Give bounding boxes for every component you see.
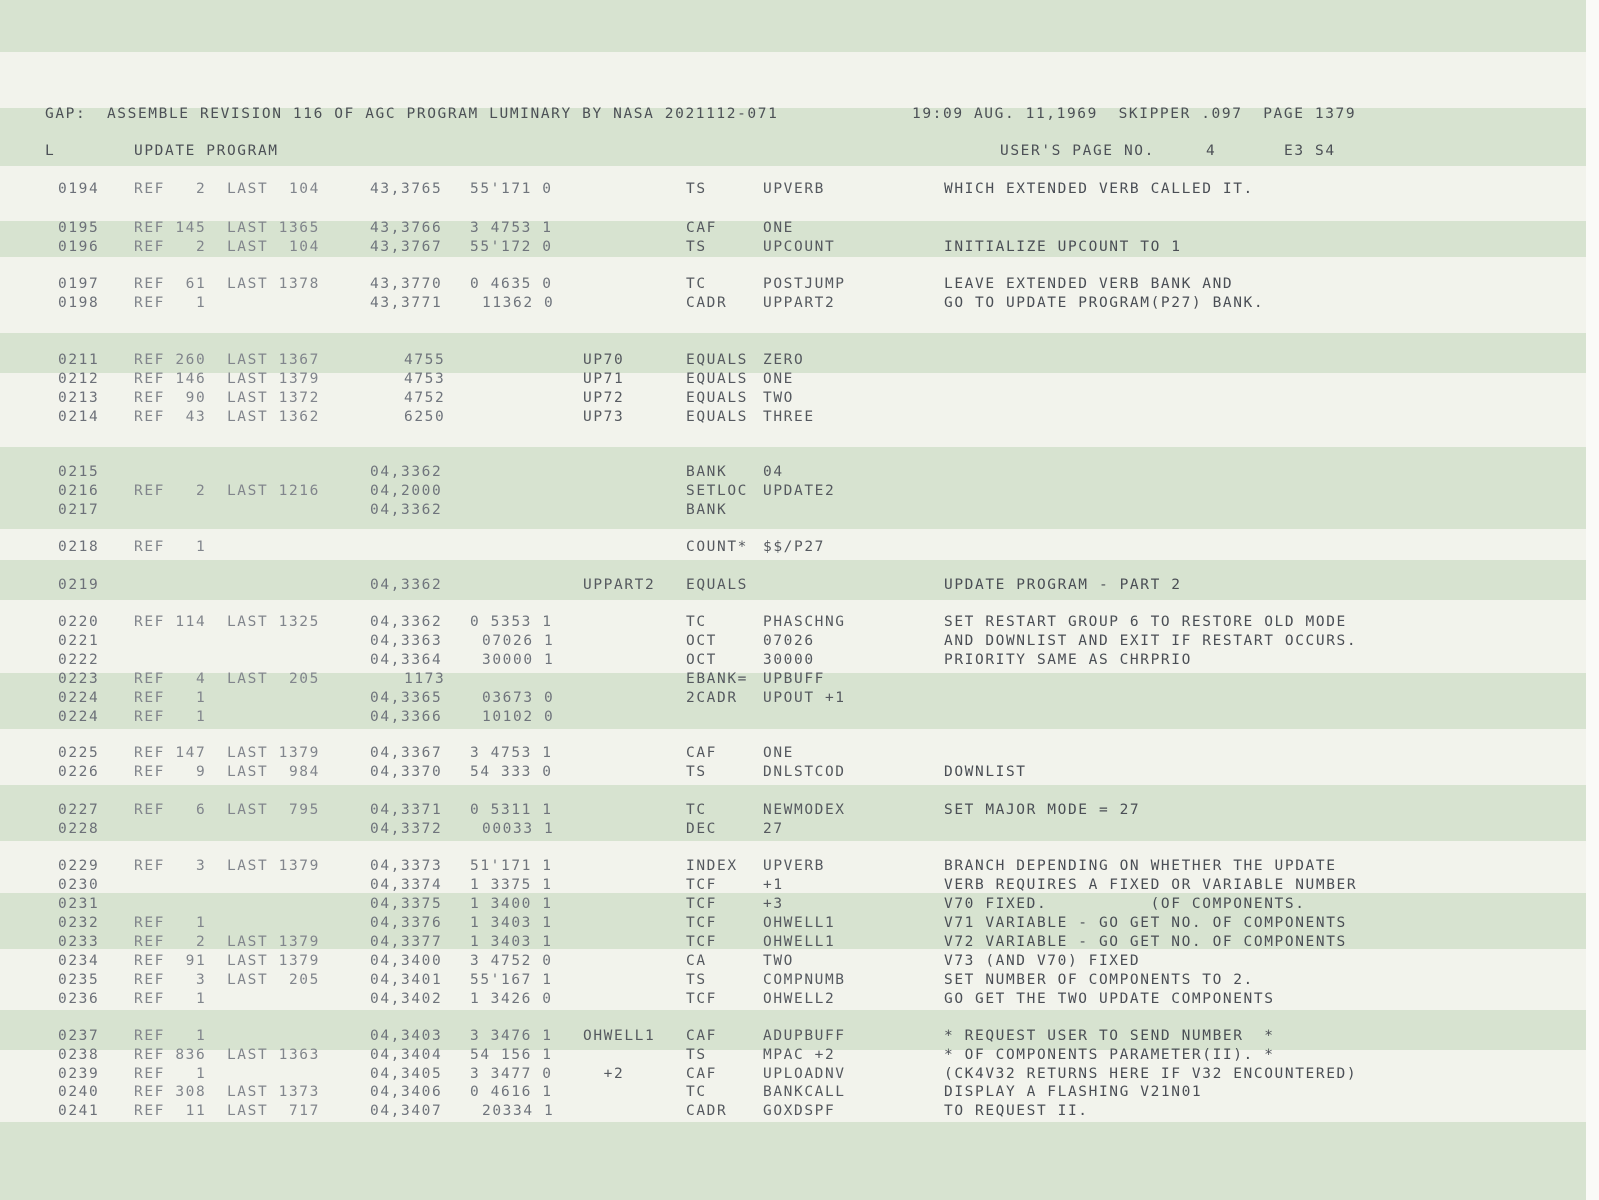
comment: WHICH EXTENDED VERB CALLED IT. bbox=[944, 181, 1254, 197]
operand: GOXDSPF bbox=[763, 1103, 836, 1119]
comment: DISPLAY A FLASHING V21N01 bbox=[944, 1084, 1203, 1100]
opcode: CA bbox=[686, 953, 707, 969]
opcode: TC bbox=[686, 1084, 707, 1100]
address: 04,3401 bbox=[370, 972, 443, 988]
line-number: 0240 bbox=[58, 1084, 100, 1100]
operand: TWO bbox=[763, 390, 794, 406]
opcode: EQUALS bbox=[686, 409, 748, 425]
operand: UPDATE2 bbox=[763, 483, 836, 499]
ref-info: REF 1 bbox=[134, 690, 207, 706]
opcode: CAF bbox=[686, 745, 717, 761]
opcode: CAF bbox=[686, 220, 717, 236]
symbol-label: UPPART2 bbox=[583, 577, 656, 593]
address: 04,3403 bbox=[370, 1028, 443, 1044]
listing-line bbox=[0, 763, 1586, 782]
line-number: 0226 bbox=[58, 764, 100, 780]
symbol-label: UP71 bbox=[583, 371, 625, 387]
opcode: TCF bbox=[686, 877, 717, 893]
listing-line bbox=[0, 801, 1586, 820]
comment: * REQUEST USER TO SEND NUMBER * bbox=[944, 1028, 1275, 1044]
address: 04,3376 bbox=[370, 915, 443, 931]
listing-line bbox=[0, 219, 1586, 238]
comment: * OF COMPONENTS PARAMETER(II). * bbox=[944, 1047, 1275, 1063]
opcode: TS bbox=[686, 1047, 707, 1063]
opcode: SETLOC bbox=[686, 483, 748, 499]
operand: UPPART2 bbox=[763, 295, 836, 311]
octal-word: 1 3403 1 bbox=[470, 934, 553, 950]
comment: SET MAJOR MODE = 27 bbox=[944, 802, 1141, 818]
octal-word: 51'171 1 bbox=[470, 858, 553, 874]
comment: GO TO UPDATE PROGRAM(P27) BANK. bbox=[944, 295, 1265, 311]
opcode: TS bbox=[686, 181, 707, 197]
ref-info: REF 6 LAST 795 bbox=[134, 802, 320, 818]
ref-info: REF 1 bbox=[134, 1066, 207, 1082]
opcode: TS bbox=[686, 764, 707, 780]
symbol-label: OHWELL1 bbox=[583, 1028, 656, 1044]
ref-info: REF 2 LAST 104 bbox=[134, 239, 320, 255]
octal-word: 0 4635 0 bbox=[470, 276, 553, 292]
address: 43,3770 bbox=[370, 276, 443, 292]
paper-edge bbox=[1586, 0, 1599, 1200]
opcode: CAF bbox=[686, 1066, 717, 1082]
paper-band bbox=[0, 1122, 1586, 1200]
line-number: 0221 bbox=[58, 633, 100, 649]
octal-word: 00033 1 bbox=[482, 821, 555, 837]
listing-line bbox=[0, 1083, 1586, 1102]
listing-line bbox=[0, 744, 1586, 763]
listing-line bbox=[0, 482, 1586, 501]
operand: +1 bbox=[763, 877, 784, 893]
comment: SET RESTART GROUP 6 TO RESTORE OLD MODE bbox=[944, 614, 1347, 630]
listing-line bbox=[0, 971, 1586, 990]
opcode: EQUALS bbox=[686, 390, 748, 406]
ref-info: REF 4 LAST 205 bbox=[134, 671, 320, 687]
octal-word: 20334 1 bbox=[482, 1103, 555, 1119]
symbol-label: UP70 bbox=[583, 352, 625, 368]
comment: PRIORITY SAME AS CHRPRIO bbox=[944, 652, 1192, 668]
opcode: CADR bbox=[686, 1103, 728, 1119]
opcode: CADR bbox=[686, 295, 728, 311]
listing-line bbox=[0, 914, 1586, 933]
ref-info: REF 2 LAST 1216 bbox=[134, 483, 320, 499]
line-number: 0213 bbox=[58, 390, 100, 406]
line-number: 0195 bbox=[58, 220, 100, 236]
ref-info: REF 90 LAST 1372 bbox=[134, 390, 320, 406]
ref-info: REF 2 LAST 1379 bbox=[134, 934, 320, 950]
octal-word: 55'172 0 bbox=[470, 239, 553, 255]
opcode: EBANK= bbox=[686, 671, 748, 687]
address: 43,3765 bbox=[370, 181, 443, 197]
ref-info: REF 3 LAST 205 bbox=[134, 972, 320, 988]
opcode: TC bbox=[686, 276, 707, 292]
line-number: 0227 bbox=[58, 802, 100, 818]
listing-line bbox=[0, 613, 1586, 632]
operand: ONE bbox=[763, 745, 794, 761]
operand: 04 bbox=[763, 464, 784, 480]
listing-line bbox=[0, 463, 1586, 482]
section-title: UPDATE PROGRAM bbox=[134, 143, 279, 159]
line-number: 0197 bbox=[58, 276, 100, 292]
line-number: 0211 bbox=[58, 352, 100, 368]
comment: V70 FIXED. (OF COMPONENTS. bbox=[944, 896, 1306, 912]
octal-word: 0 5311 1 bbox=[470, 802, 553, 818]
operand: 27 bbox=[763, 821, 784, 837]
page-code: E3 S4 bbox=[1284, 143, 1336, 159]
operand: OHWELL1 bbox=[763, 934, 836, 950]
ref-info: REF 260 LAST 1367 bbox=[134, 352, 320, 368]
header-column-l: L bbox=[45, 143, 56, 159]
line-number: 0212 bbox=[58, 371, 100, 387]
line-number: 0220 bbox=[58, 614, 100, 630]
address: 04,3366 bbox=[370, 709, 443, 725]
line-number: 0230 bbox=[58, 877, 100, 893]
listing-line bbox=[0, 895, 1586, 914]
symbol-label: UP73 bbox=[583, 409, 625, 425]
listing-line bbox=[0, 708, 1586, 727]
octal-word: 54 333 0 bbox=[470, 764, 553, 780]
line-number: 0233 bbox=[58, 934, 100, 950]
address: 04,3362 bbox=[370, 577, 443, 593]
opcode: EQUALS bbox=[686, 371, 748, 387]
operand: DNLSTCOD bbox=[763, 764, 846, 780]
ref-info: REF 1 bbox=[134, 295, 207, 311]
operand: 07026 bbox=[763, 633, 815, 649]
listing-line bbox=[0, 538, 1586, 557]
octal-word: 07026 1 bbox=[482, 633, 555, 649]
address: 6250 bbox=[404, 409, 446, 425]
line-number: 0217 bbox=[58, 502, 100, 518]
ref-info: REF 1 bbox=[134, 915, 207, 931]
opcode: 2CADR bbox=[686, 690, 738, 706]
comment: GO GET THE TWO UPDATE COMPONENTS bbox=[944, 991, 1275, 1007]
opcode: TCF bbox=[686, 896, 717, 912]
line-number: 0218 bbox=[58, 539, 100, 555]
listing-line bbox=[0, 876, 1586, 895]
listing-line bbox=[0, 857, 1586, 876]
address: 04,3362 bbox=[370, 502, 443, 518]
line-number: 0194 bbox=[58, 181, 100, 197]
operand: UPBUFF bbox=[763, 671, 825, 687]
operand: BANKCALL bbox=[763, 1084, 846, 1100]
opcode: EQUALS bbox=[686, 352, 748, 368]
line-number: 0237 bbox=[58, 1028, 100, 1044]
ref-info: REF 145 LAST 1365 bbox=[134, 220, 320, 236]
ref-info: REF 2 LAST 104 bbox=[134, 181, 320, 197]
listing-line bbox=[0, 689, 1586, 708]
address: 04,3363 bbox=[370, 633, 443, 649]
opcode: TCF bbox=[686, 915, 717, 931]
listing-line bbox=[0, 389, 1586, 408]
ref-info: REF 147 LAST 1379 bbox=[134, 745, 320, 761]
comment: AND DOWNLIST AND EXIT IF RESTART OCCURS. bbox=[944, 633, 1358, 649]
section-header bbox=[0, 142, 1586, 161]
operand: UPOUT +1 bbox=[763, 690, 846, 706]
symbol-label: +2 bbox=[583, 1066, 625, 1082]
listing-line bbox=[0, 576, 1586, 595]
ref-info: REF 91 LAST 1379 bbox=[134, 953, 320, 969]
address: 04,3407 bbox=[370, 1103, 443, 1119]
listing-line bbox=[0, 1065, 1586, 1084]
listing-line bbox=[0, 238, 1586, 257]
header-run-info: 19:09 AUG. 11,1969 SKIPPER .097 PAGE 1379 bbox=[912, 106, 1357, 122]
paper-band bbox=[0, 0, 1586, 52]
opcode: COUNT* bbox=[686, 539, 748, 555]
opcode: TS bbox=[686, 239, 707, 255]
listing-line bbox=[0, 275, 1586, 294]
operand: UPVERB bbox=[763, 181, 825, 197]
line-number: 0236 bbox=[58, 991, 100, 1007]
octal-word: 0 5353 1 bbox=[470, 614, 553, 630]
line-number: 0214 bbox=[58, 409, 100, 425]
ref-info: REF 836 LAST 1363 bbox=[134, 1047, 320, 1063]
opcode: OCT bbox=[686, 633, 717, 649]
comment: BRANCH DEPENDING ON WHETHER THE UPDATE bbox=[944, 858, 1337, 874]
address: 04,3371 bbox=[370, 802, 443, 818]
listing-line bbox=[0, 820, 1586, 839]
address: 04,3374 bbox=[370, 877, 443, 893]
ref-info: REF 114 LAST 1325 bbox=[134, 614, 320, 630]
operand: OHWELL2 bbox=[763, 991, 836, 1007]
opcode: BANK bbox=[686, 464, 728, 480]
comment: V73 (AND V70) FIXED bbox=[944, 953, 1141, 969]
operand: UPLOADNV bbox=[763, 1066, 846, 1082]
line-number: 0241 bbox=[58, 1103, 100, 1119]
address: 04,3373 bbox=[370, 858, 443, 874]
octal-word: 55'171 0 bbox=[470, 181, 553, 197]
opcode: TS bbox=[686, 972, 707, 988]
listing-line bbox=[0, 670, 1586, 689]
symbol-label: UP72 bbox=[583, 390, 625, 406]
address: 04,3362 bbox=[370, 614, 443, 630]
comment: TO REQUEST II. bbox=[944, 1103, 1089, 1119]
octal-word: 1 3403 1 bbox=[470, 915, 553, 931]
line-number: 0229 bbox=[58, 858, 100, 874]
opcode: TC bbox=[686, 802, 707, 818]
comment: SET NUMBER OF COMPONENTS TO 2. bbox=[944, 972, 1254, 988]
comment: V72 VARIABLE - GO GET NO. OF COMPONENTS bbox=[944, 934, 1347, 950]
line-number: 0235 bbox=[58, 972, 100, 988]
address: 04,3400 bbox=[370, 953, 443, 969]
ref-info: REF 9 LAST 984 bbox=[134, 764, 320, 780]
line-number: 0196 bbox=[58, 239, 100, 255]
address: 43,3766 bbox=[370, 220, 443, 236]
operand: ZERO bbox=[763, 352, 805, 368]
line-number: 0215 bbox=[58, 464, 100, 480]
line-number: 0225 bbox=[58, 745, 100, 761]
octal-word: 11362 0 bbox=[482, 295, 555, 311]
octal-word: 10102 0 bbox=[482, 709, 555, 725]
ref-info: REF 146 LAST 1379 bbox=[134, 371, 320, 387]
listing-line bbox=[0, 952, 1586, 971]
address: 4755 bbox=[404, 352, 446, 368]
octal-word: 3 4753 1 bbox=[470, 220, 553, 236]
line-number: 0238 bbox=[58, 1047, 100, 1063]
listing-line bbox=[0, 408, 1586, 427]
listing-line bbox=[0, 294, 1586, 313]
listing-line bbox=[0, 651, 1586, 670]
octal-word: 55'167 1 bbox=[470, 972, 553, 988]
opcode: TC bbox=[686, 614, 707, 630]
address: 43,3767 bbox=[370, 239, 443, 255]
comment: UPDATE PROGRAM - PART 2 bbox=[944, 577, 1182, 593]
address: 04,3372 bbox=[370, 821, 443, 837]
operand: UPVERB bbox=[763, 858, 825, 874]
comment: DOWNLIST bbox=[944, 764, 1027, 780]
listing-line bbox=[0, 990, 1586, 1009]
opcode: TCF bbox=[686, 991, 717, 1007]
octal-word: 1 3400 1 bbox=[470, 896, 553, 912]
line-number: 0198 bbox=[58, 295, 100, 311]
ref-info: REF 308 LAST 1373 bbox=[134, 1084, 320, 1100]
listing-line bbox=[0, 351, 1586, 370]
operand: PHASCHNG bbox=[763, 614, 846, 630]
operand: COMPNUMB bbox=[763, 972, 846, 988]
opcode: EQUALS bbox=[686, 577, 748, 593]
line-number: 0231 bbox=[58, 896, 100, 912]
operand: UPCOUNT bbox=[763, 239, 836, 255]
line-number: 0223 bbox=[58, 671, 100, 687]
ref-info: REF 1 bbox=[134, 709, 207, 725]
comment: VERB REQUIRES A FIXED OR VARIABLE NUMBER bbox=[944, 877, 1358, 893]
address: 04,3364 bbox=[370, 652, 443, 668]
ref-info: REF 1 bbox=[134, 539, 207, 555]
octal-word: 1 3375 1 bbox=[470, 877, 553, 893]
printout-header bbox=[0, 105, 1586, 124]
listing-line bbox=[0, 180, 1586, 199]
address: 04,3370 bbox=[370, 764, 443, 780]
octal-word: 1 3426 0 bbox=[470, 991, 553, 1007]
operand: NEWMODEX bbox=[763, 802, 846, 818]
header-title: GAP: ASSEMBLE REVISION 116 OF AGC PROGRAM LUMINARY BY NASA 2021112-071 bbox=[45, 106, 779, 122]
opcode: OCT bbox=[686, 652, 717, 668]
opcode: INDEX bbox=[686, 858, 738, 874]
operand: ADUPBUFF bbox=[763, 1028, 846, 1044]
address: 43,3771 bbox=[370, 295, 443, 311]
ref-info: REF 11 LAST 717 bbox=[134, 1103, 320, 1119]
octal-word: 3 4753 1 bbox=[470, 745, 553, 761]
opcode: DEC bbox=[686, 821, 717, 837]
address: 04,3402 bbox=[370, 991, 443, 1007]
listing-line bbox=[0, 501, 1586, 520]
operand: MPAC +2 bbox=[763, 1047, 836, 1063]
octal-word: 3 3477 0 bbox=[470, 1066, 553, 1082]
listing-line bbox=[0, 1027, 1586, 1046]
octal-word: 3 4752 0 bbox=[470, 953, 553, 969]
octal-word: 3 3476 1 bbox=[470, 1028, 553, 1044]
opcode: TCF bbox=[686, 934, 717, 950]
octal-word: 03673 0 bbox=[482, 690, 555, 706]
comment: (CK4V32 RETURNS HERE IF V32 ENCOUNTERED) bbox=[944, 1066, 1358, 1082]
operand: POSTJUMP bbox=[763, 276, 846, 292]
users-page-label: USER'S PAGE NO. bbox=[1000, 143, 1155, 159]
comment: INITIALIZE UPCOUNT TO 1 bbox=[944, 239, 1182, 255]
operand: ONE bbox=[763, 371, 794, 387]
operand: THREE bbox=[763, 409, 815, 425]
line-number: 0224 bbox=[58, 690, 100, 706]
address: 04,3365 bbox=[370, 690, 443, 706]
line-number: 0222 bbox=[58, 652, 100, 668]
ref-info: REF 1 bbox=[134, 1028, 207, 1044]
line-number: 0216 bbox=[58, 483, 100, 499]
line-number: 0234 bbox=[58, 953, 100, 969]
line-number: 0232 bbox=[58, 915, 100, 931]
operand: OHWELL1 bbox=[763, 915, 836, 931]
address: 4752 bbox=[404, 390, 446, 406]
comment: LEAVE EXTENDED VERB BANK AND bbox=[944, 276, 1234, 292]
listing-line bbox=[0, 632, 1586, 651]
address: 1173 bbox=[404, 671, 446, 687]
octal-word: 54 156 1 bbox=[470, 1047, 553, 1063]
ref-info: REF 1 bbox=[134, 991, 207, 1007]
operand: TWO bbox=[763, 953, 794, 969]
address: 04,2000 bbox=[370, 483, 443, 499]
line-number: 0219 bbox=[58, 577, 100, 593]
line-number: 0228 bbox=[58, 821, 100, 837]
address: 04,3377 bbox=[370, 934, 443, 950]
listing-line bbox=[0, 1102, 1586, 1121]
line-number: 0224 bbox=[58, 709, 100, 725]
line-number: 0239 bbox=[58, 1066, 100, 1082]
opcode: CAF bbox=[686, 1028, 717, 1044]
address: 04,3367 bbox=[370, 745, 443, 761]
listing-line bbox=[0, 370, 1586, 389]
address: 4753 bbox=[404, 371, 446, 387]
operand: $$/P27 bbox=[763, 539, 825, 555]
address: 04,3406 bbox=[370, 1084, 443, 1100]
operand: ONE bbox=[763, 220, 794, 236]
opcode: BANK bbox=[686, 502, 728, 518]
ref-info: REF 3 LAST 1379 bbox=[134, 858, 320, 874]
address: 04,3404 bbox=[370, 1047, 443, 1063]
octal-word: 30000 1 bbox=[482, 652, 555, 668]
operand: 30000 bbox=[763, 652, 815, 668]
comment: V71 VARIABLE - GO GET NO. OF COMPONENTS bbox=[944, 915, 1347, 931]
address: 04,3362 bbox=[370, 464, 443, 480]
listing-line bbox=[0, 1046, 1586, 1065]
address: 04,3375 bbox=[370, 896, 443, 912]
address: 04,3405 bbox=[370, 1066, 443, 1082]
users-page-number: 4 bbox=[1206, 143, 1217, 159]
ref-info: REF 43 LAST 1362 bbox=[134, 409, 320, 425]
listing-line bbox=[0, 933, 1586, 952]
octal-word: 0 4616 1 bbox=[470, 1084, 553, 1100]
ref-info: REF 61 LAST 1378 bbox=[134, 276, 320, 292]
operand: +3 bbox=[763, 896, 784, 912]
